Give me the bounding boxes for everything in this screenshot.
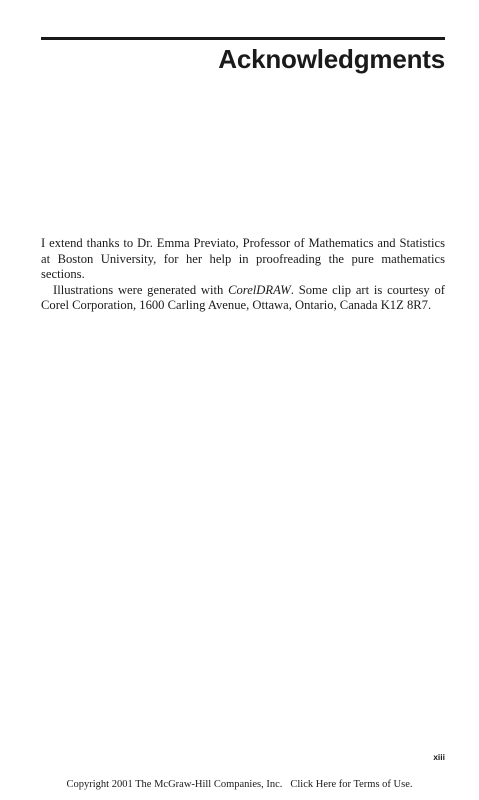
page-title: Acknowledgments <box>218 44 445 74</box>
paragraph-thanks: I extend thanks to Dr. Emma Previato, Professor of Mathematics and Statistics at Boston University, for her help in proofreading the pure mathematics sections. <box>41 236 445 281</box>
footer <box>0 778 479 791</box>
software-name: CorelDRAW <box>228 282 291 297</box>
copyright-notice: Copyright 2001 The McGraw-Hill Companies, Inc. <box>66 779 283 790</box>
paragraph-illustrations-rest: . Some clip art is courtesy of Corel Corporation, 1600 Carling Avenue, Ottawa, Ontario, Canada K1Z 8R7. <box>41 282 445 312</box>
acknowledgments-body <box>41 236 445 314</box>
header-rule <box>41 37 445 40</box>
page-number: xiii <box>433 752 445 762</box>
terms-of-use-link[interactable]: Click Here for Terms of Use. <box>290 779 413 790</box>
paragraph-illustrations-intro: Illustrations were generated with <box>53 282 229 297</box>
paragraph-illustrations <box>41 283 445 314</box>
